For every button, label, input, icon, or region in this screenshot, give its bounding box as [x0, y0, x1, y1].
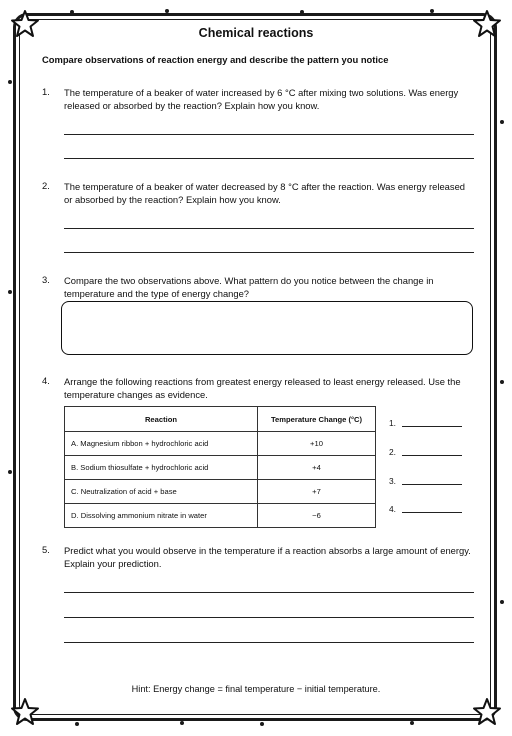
- rank-slot[interactable]: [389, 476, 462, 486]
- rank-blank[interactable]: [402, 455, 462, 456]
- star-icon: [9, 696, 41, 728]
- table-row: [65, 480, 376, 504]
- decor-dot: [410, 721, 414, 725]
- answer-box[interactable]: [61, 301, 473, 355]
- decor-dot: [165, 9, 169, 13]
- reactions-table: [64, 406, 376, 528]
- decor-dot: [180, 721, 184, 725]
- question-number: 1.: [42, 86, 50, 97]
- table-header: Temperature Change (°C): [258, 407, 376, 432]
- decor-dot: [500, 380, 504, 384]
- question-text: The temperature of a beaker of water decreased by 8 °C after the reaction. Was energy released or absorbed by the reaction? Explain how you know.: [64, 181, 466, 206]
- reaction-cell: D. Dissolving ammonium nitrate in water: [65, 504, 258, 528]
- decor-dot: [8, 290, 12, 294]
- answer-line[interactable]: [64, 642, 474, 643]
- question-text: Arrange the following reactions from greatest energy released to least energy released. Use the temperature changes as evidence.: [64, 376, 461, 401]
- table-row: [65, 456, 376, 480]
- rank-blank[interactable]: [402, 484, 462, 485]
- table-row: [65, 504, 376, 528]
- rank-blank[interactable]: [402, 512, 462, 513]
- answer-line[interactable]: [64, 617, 474, 618]
- decor-dot: [75, 722, 79, 726]
- question-text: The temperature of a beaker of water increased by 6 °C after mixing two solutions. Was energy released or absorbed by the reaction? Explain how you know.: [64, 87, 459, 112]
- rank-number: 4.: [389, 504, 396, 514]
- question-text: Compare the two observations above. What pattern do you notice between the change in temperature and the type of energy change?: [64, 275, 434, 300]
- decor-dot: [70, 10, 74, 14]
- rank-number: 2.: [389, 447, 396, 457]
- decor-dot: [500, 600, 504, 604]
- decor-dot: [500, 120, 504, 124]
- reaction-cell: A. Magnesium ribbon + hydrochloric acid: [65, 432, 258, 456]
- answer-line[interactable]: [64, 592, 474, 593]
- temperature-change-cell: +10: [258, 432, 376, 456]
- page-title: Chemical reactions: [198, 26, 314, 40]
- rank-slot[interactable]: [389, 504, 462, 514]
- decor-dot: [8, 470, 12, 474]
- answer-line[interactable]: [64, 134, 474, 135]
- answer-line[interactable]: [64, 228, 474, 229]
- question-number: 4.: [42, 375, 50, 386]
- decor-dot: [8, 80, 12, 84]
- temperature-change-cell: +4: [258, 456, 376, 480]
- rank-blank[interactable]: [402, 426, 462, 427]
- hint-text: Hint: Energy change = final temperature − initial temperature.: [131, 684, 381, 694]
- rank-number: 1.: [389, 418, 396, 428]
- question-number: 5.: [42, 544, 50, 555]
- temperature-change-cell: −6: [258, 504, 376, 528]
- table-row: [65, 432, 376, 456]
- answer-line[interactable]: [64, 252, 474, 253]
- table-header: Reaction: [65, 407, 258, 432]
- reaction-cell: C. Neutralization of acid + base: [65, 480, 258, 504]
- rank-slot[interactable]: [389, 447, 462, 457]
- question-number: 3.: [42, 274, 50, 285]
- reaction-cell: B. Sodium thiosulfate + hydrochloric acid: [65, 456, 258, 480]
- page-subtitle: Compare observations of reaction energy and describe the pattern you notice: [42, 54, 389, 65]
- decor-dot: [260, 722, 264, 726]
- answer-line[interactable]: [64, 158, 474, 159]
- temperature-change-cell: +7: [258, 480, 376, 504]
- question-text: Predict what you would observe in the temperature if a reaction absorbs a large amount of energy. Explain your prediction.: [64, 545, 471, 570]
- rank-slot[interactable]: [389, 418, 462, 428]
- decor-dot: [300, 10, 304, 14]
- star-icon: [471, 696, 503, 728]
- page-border-inner: [19, 19, 491, 715]
- decor-dot: [430, 9, 434, 13]
- question-number: 2.: [42, 180, 50, 191]
- rank-number: 3.: [389, 476, 396, 486]
